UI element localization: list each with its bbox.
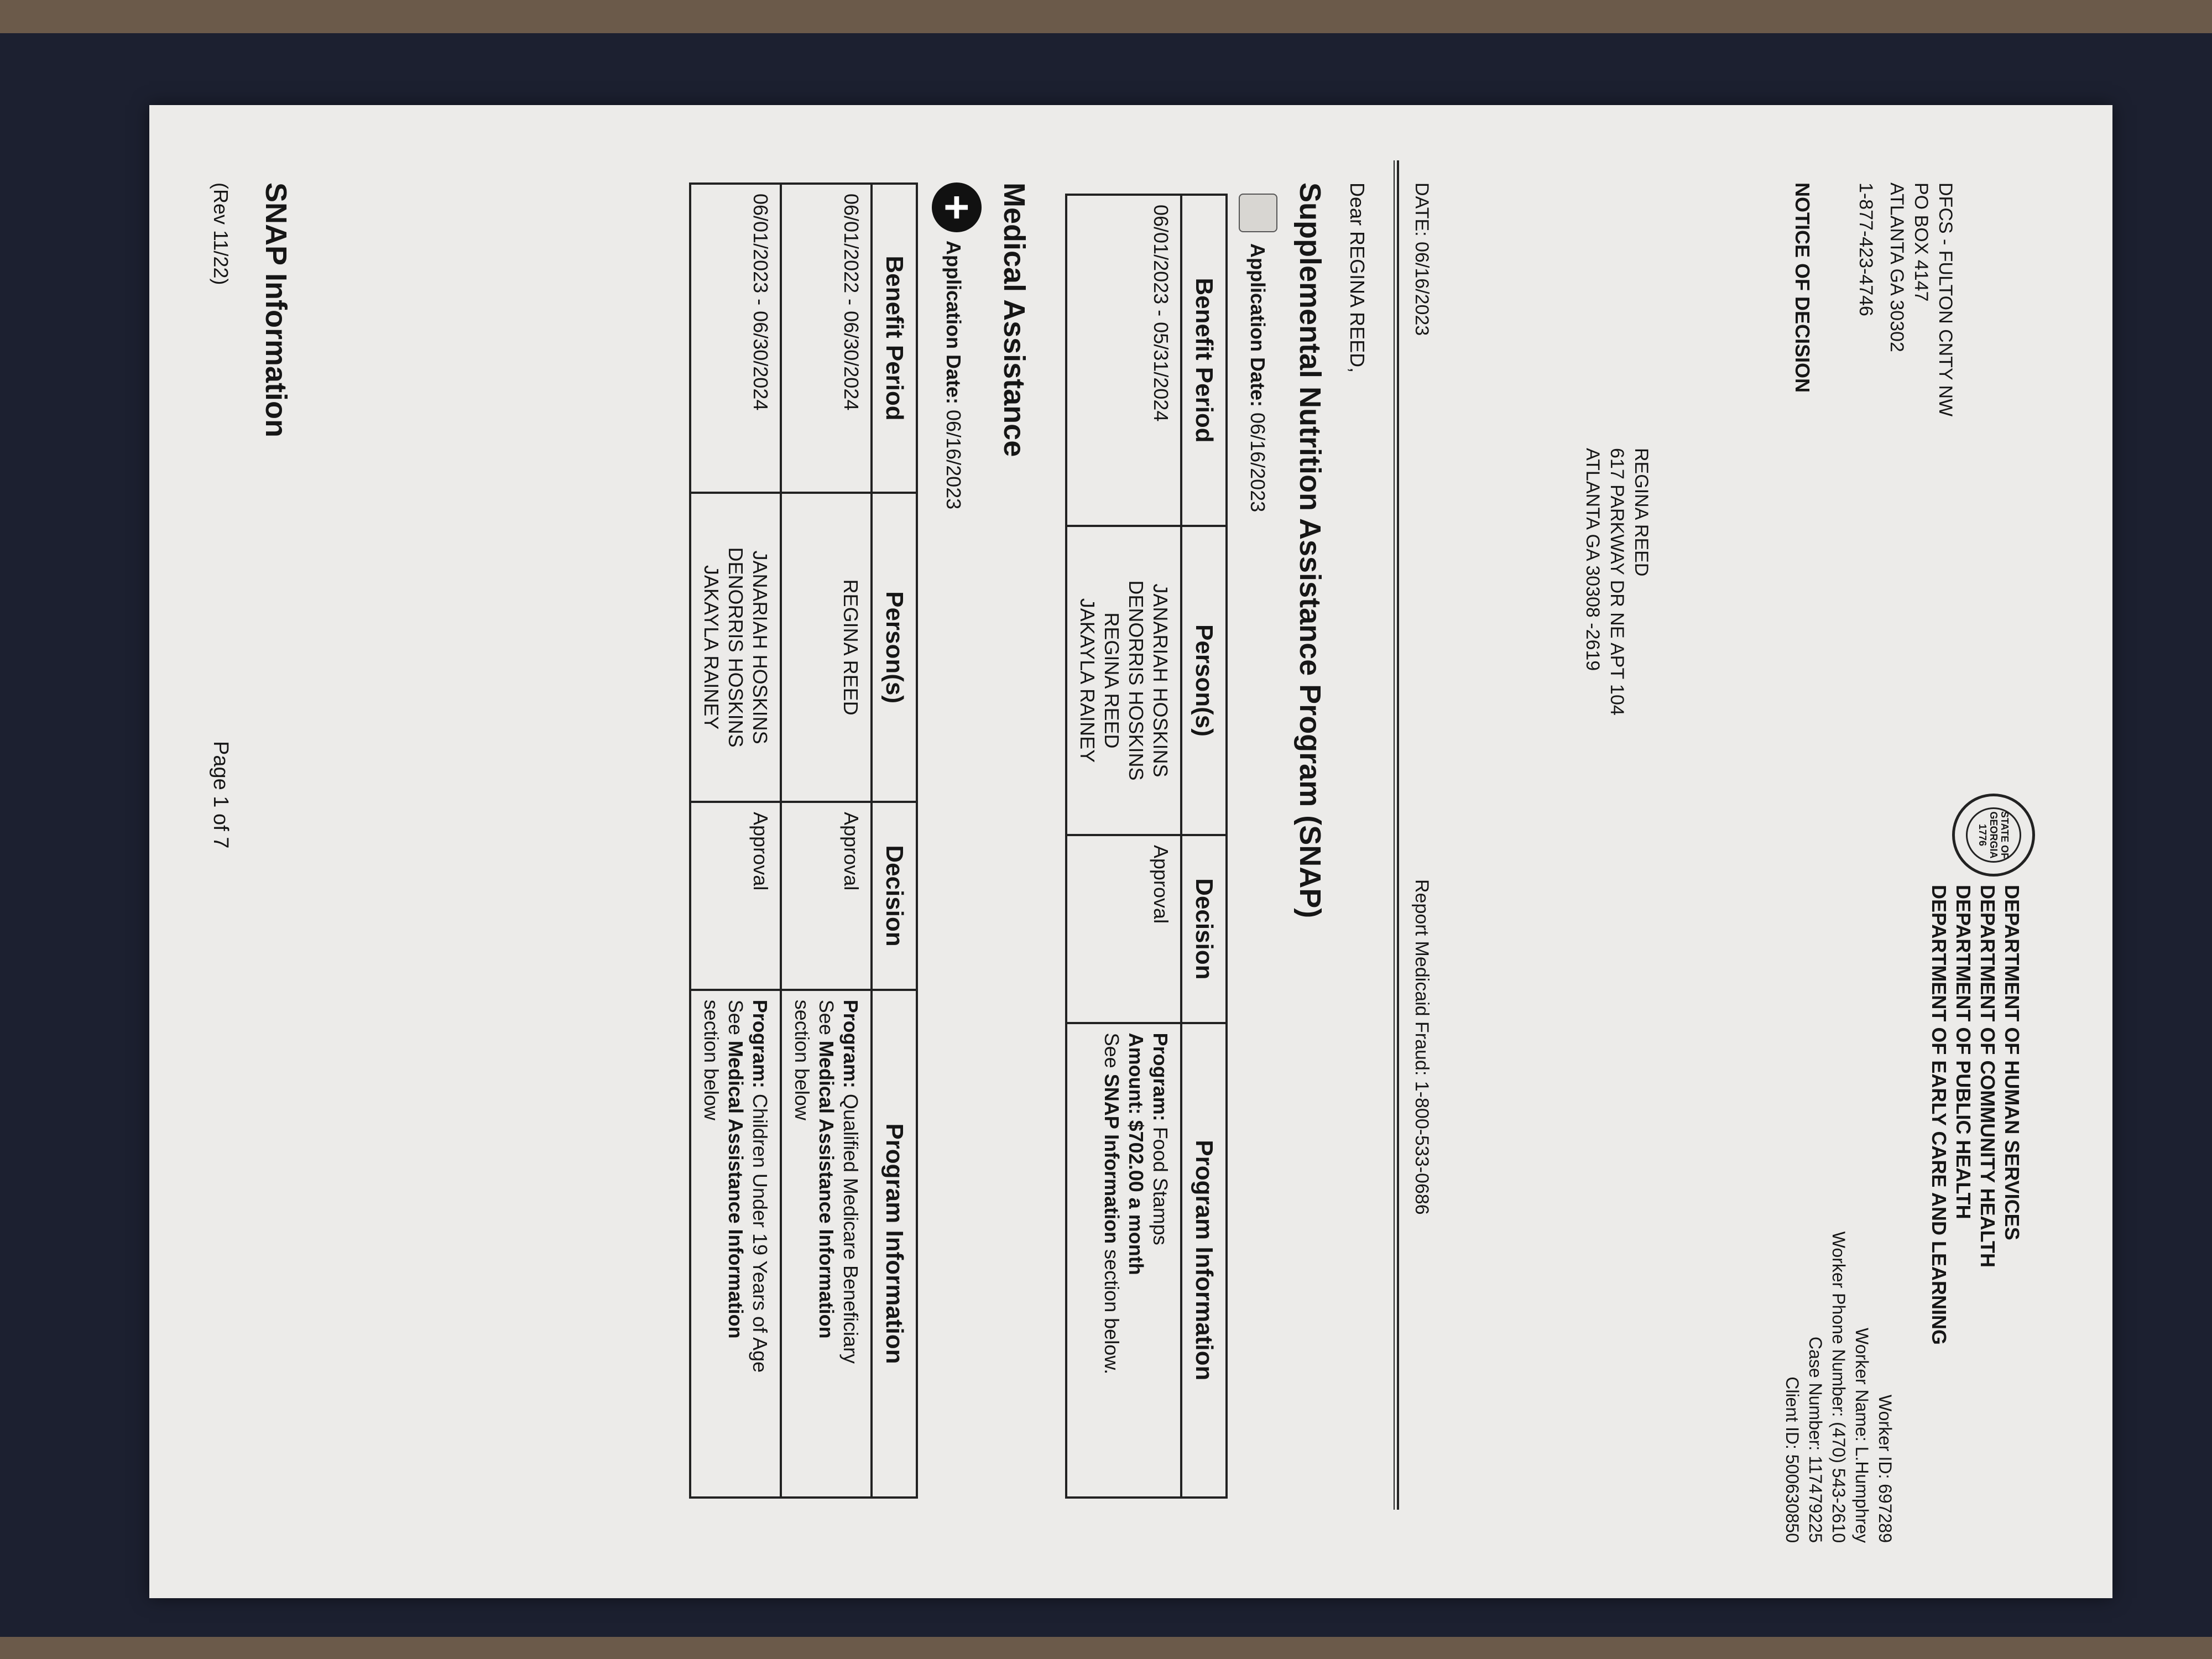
notice-date: DATE: 06/16/2023 bbox=[1411, 182, 1432, 336]
persons-cell bbox=[1066, 526, 1181, 835]
amount-label: Amount: bbox=[1125, 1032, 1147, 1115]
persons-cell bbox=[781, 493, 872, 802]
office-name: DFCS - FULTON CNTY NW bbox=[1935, 182, 1956, 417]
see-prefix: See bbox=[724, 999, 747, 1035]
divider-rule bbox=[1397, 160, 1399, 1510]
medical-cross-icon: + bbox=[932, 182, 982, 232]
see-prefix: See bbox=[1100, 1032, 1123, 1068]
departments-block bbox=[1927, 885, 2024, 1345]
see-suffix: section below. bbox=[1100, 1249, 1123, 1375]
recipient-name: REGINA REED bbox=[1631, 448, 1652, 577]
snap-table-header bbox=[1181, 195, 1227, 1498]
col-benefit-period: Benefit Period bbox=[872, 184, 917, 493]
person-name: JAKAYLA RAINEY bbox=[700, 565, 723, 730]
snap-app-date-label: Application Date: bbox=[1246, 243, 1269, 408]
person-name: JANARIAH HOSKINS bbox=[749, 550, 771, 744]
col-persons: Person(s) bbox=[872, 493, 917, 802]
medical-application-date bbox=[942, 241, 965, 509]
see-suffix: section below bbox=[791, 999, 813, 1120]
dept-public-health: DEPARTMENT OF PUBLIC HEALTH bbox=[1952, 885, 1975, 1219]
snap-application-date bbox=[1246, 243, 1269, 512]
person-name: JANARIAH HOSKINS bbox=[1149, 583, 1172, 778]
georgia-seal-icon bbox=[1952, 794, 2035, 877]
decision-cell: Approval bbox=[1066, 835, 1181, 1023]
medical-app-date-label: Application Date: bbox=[942, 241, 965, 405]
see-section-link-text: Medical Assistance Information bbox=[815, 1040, 838, 1339]
food-basket-icon bbox=[1239, 194, 1277, 232]
program-value: Qualified Medicare Beneficiary bbox=[839, 1093, 862, 1364]
decision-cell: Approval bbox=[690, 802, 781, 990]
dept-early-care: DEPARTMENT OF EARLY CARE AND LEARNING bbox=[1928, 885, 1950, 1345]
person-name: JAKAYLA RAINEY bbox=[1076, 598, 1099, 763]
col-program-info: Program Information bbox=[872, 990, 917, 1498]
worker-name: Worker Name: L.Humphrey bbox=[1852, 1328, 1872, 1543]
worker-id: Worker ID: 697289 bbox=[1875, 1395, 1895, 1543]
table-row bbox=[690, 184, 781, 1498]
see-section-link-text: SNAP Information bbox=[1100, 1073, 1123, 1244]
medical-section-title: Medical Assistance bbox=[998, 182, 1031, 457]
col-decision: Decision bbox=[872, 802, 917, 990]
amount-value: $702.00 a month bbox=[1125, 1120, 1147, 1275]
col-benefit-period: Benefit Period bbox=[1181, 195, 1227, 526]
medical-decision-table bbox=[689, 182, 918, 1499]
persons-cell bbox=[690, 493, 781, 802]
worker-phone: Worker Phone Number: (470) 543-2610 bbox=[1829, 1231, 1849, 1543]
recipient-city: ATLANTA GA 30308 -2619 bbox=[1582, 448, 1603, 671]
snap-section-title: Supplemental Nutrition Assistance Program (SNAP) bbox=[1293, 182, 1327, 919]
office-po-box: PO BOX 4147 bbox=[1911, 182, 1932, 302]
benefit-period-cell: 06/01/2023 - 05/31/2024 bbox=[1066, 195, 1181, 526]
snap-information-heading: SNAP Information bbox=[259, 182, 293, 438]
snap-app-date-value: 06/16/2023 bbox=[1246, 413, 1269, 513]
col-persons: Person(s) bbox=[1181, 526, 1227, 835]
office-phone: 1-877-423-4746 bbox=[1855, 182, 1876, 316]
benefit-period-cell: 06/01/2023 - 06/30/2024 bbox=[690, 184, 781, 493]
person-name: REGINA REED bbox=[1100, 612, 1123, 749]
medical-app-date-value: 06/16/2023 bbox=[942, 410, 965, 510]
revision-note: (Rev 11/22) bbox=[210, 182, 232, 285]
divider-rule-thin bbox=[1394, 160, 1395, 1510]
program-info-cell bbox=[781, 990, 872, 1498]
program-value: Children Under 19 Years of Age bbox=[749, 1093, 771, 1373]
person-name: DENORRIS HOSKINS bbox=[724, 547, 747, 748]
person-name: DENORRIS HOSKINS bbox=[1125, 580, 1147, 781]
notice-document-page bbox=[149, 105, 2112, 1598]
program-value: Food Stamps bbox=[1149, 1126, 1172, 1245]
col-program-info: Program Information bbox=[1181, 1023, 1227, 1498]
program-info-cell bbox=[1066, 1023, 1181, 1498]
dept-community-health: DEPARTMENT OF COMMUNITY HEALTH bbox=[1976, 885, 1999, 1267]
see-prefix: See bbox=[815, 999, 838, 1035]
dept-human-services: DEPARTMENT OF HUMAN SERVICES bbox=[2001, 885, 2023, 1240]
medical-table-header bbox=[872, 184, 917, 1498]
see-section-link-text: Medical Assistance Information bbox=[724, 1040, 747, 1339]
office-address-block bbox=[1854, 182, 1958, 416]
snap-decision-table bbox=[1065, 194, 1228, 1499]
case-number: Case Number: 117479225 bbox=[1806, 1337, 1825, 1543]
table-row bbox=[1066, 195, 1181, 1498]
recipient-street: 617 PARKWAY DR NE APT 104 bbox=[1606, 448, 1627, 716]
client-id: Client ID: 500630850 bbox=[1782, 1376, 1802, 1543]
col-decision: Decision bbox=[1181, 835, 1227, 1023]
benefit-period-cell: 06/01/2022 - 06/30/2024 bbox=[781, 184, 872, 493]
see-suffix: section below bbox=[700, 999, 723, 1120]
greeting: Dear REGINA REED, bbox=[1346, 182, 1369, 373]
seal-text: STATE OF GEORGIA 1776 bbox=[1977, 811, 2010, 859]
recipient-address-block bbox=[1580, 448, 1653, 716]
page-number: Page 1 of 7 bbox=[209, 741, 232, 849]
program-label: Program: bbox=[839, 999, 862, 1088]
office-city: ATLANTA GA 30302 bbox=[1886, 182, 1907, 352]
program-info-cell bbox=[690, 990, 781, 1498]
person-name: REGINA REED bbox=[839, 579, 862, 716]
notice-title: NOTICE OF DECISION bbox=[1791, 182, 1814, 393]
program-label: Program: bbox=[749, 999, 771, 1088]
worker-info-block bbox=[1781, 1045, 1897, 1543]
program-label: Program: bbox=[1149, 1032, 1172, 1121]
table-row bbox=[781, 184, 872, 1498]
fraud-report-line: Report Medicaid Fraud: 1-800-533-0686 bbox=[1411, 879, 1432, 1215]
decision-cell: Approval bbox=[781, 802, 872, 990]
